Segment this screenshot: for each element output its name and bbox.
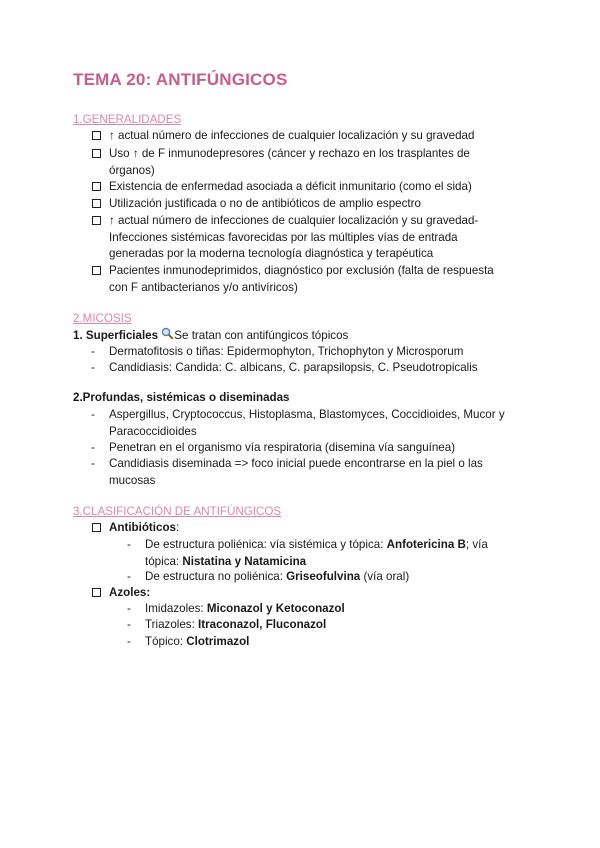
checkbox-icon bbox=[92, 216, 101, 225]
list-item: - Triazoles: Itraconazol, Fluconazol bbox=[127, 618, 327, 631]
section-heading-generalidades: 1.GENERALIDADES bbox=[73, 113, 182, 126]
checkbox-icon bbox=[92, 199, 101, 208]
list-item: - Imidazoles: Miconazol y Ketoconazol bbox=[127, 602, 345, 615]
magnifier-icon bbox=[161, 327, 174, 346]
checklist-item: Existencia de enfermedad asociada a déficit inmunitario (como el sida) bbox=[92, 179, 512, 196]
list-item: - Aspergillus, Cryptococcus, Histoplasma, Blastomyces, Coccidioides, Mucor y Paracoccidioides bbox=[91, 408, 505, 438]
superficiales-note: Se tratan con antifúngicos tópicos bbox=[174, 329, 349, 342]
section-heading-clasificacion: 3.CLASIFICACIÓN DE ANTIFÚNGICOS bbox=[73, 505, 282, 518]
checkbox-icon bbox=[92, 266, 101, 275]
checkbox-icon bbox=[92, 523, 101, 532]
checkbox-icon bbox=[92, 131, 101, 140]
superficiales-line bbox=[73, 327, 348, 346]
checklist-item: Utilización justificada o no de antibióticos de amplio espectro bbox=[92, 196, 512, 213]
checkbox-icon bbox=[92, 149, 101, 158]
list-item: - Dermatofitosis o tiñas: Epidermophyton, Trichophyton y Microsporum bbox=[91, 345, 464, 358]
page-title: TEMA 20: ANTIFÚNGICOS bbox=[73, 70, 288, 89]
profundas-label: 2.Profundas, sistémicas o diseminadas bbox=[73, 391, 290, 404]
list-item: - De estructura poliénica: vía sistémica y tópica: Anfotericina B; vía tópica: Nistatina y Natamicina bbox=[127, 538, 488, 568]
superficiales-label: 1. Superficiales bbox=[73, 329, 159, 342]
checkbox-icon bbox=[92, 182, 101, 191]
checklist-item: ↑ actual número de infecciones de cualquier localización y su gravedad bbox=[92, 128, 512, 145]
checklist-item: Pacientes inmunodeprimidos, diagnóstico por exclusión (falta de respuesta con F antibacterianos y/o antivíricos) bbox=[92, 263, 512, 296]
checklist-item-antibioticos: Antibióticos: bbox=[92, 520, 512, 537]
checkbox-icon bbox=[92, 588, 101, 597]
list-item: - De estructura no poliénica: Griseofulvina (vía oral) bbox=[127, 570, 410, 583]
checklist-item: Uso ↑ de F inmunodepresores (cáncer y rechazo en los trasplantes de órganos) bbox=[92, 146, 512, 179]
checklist-item-azoles: Azoles: bbox=[92, 585, 512, 602]
section-heading-micosis: 2.MICOSIS bbox=[73, 312, 132, 325]
list-item: - Penetran en el organismo vía respiratoria (disemina vía sanguínea) bbox=[91, 441, 456, 454]
list-item: - Candidiasis: Candida: C. albicans, C. parapsilopsis, C. Pseudotropicalis bbox=[91, 361, 478, 374]
checklist-item: ↑ actual número de infecciones de cualquier localización y su gravedad- Infecciones sistémicas favorecidas por las múltiples vías de entrada generadas por la moderna tecnología diagnóstica y terapéutica bbox=[92, 213, 512, 263]
list-item: - Candidiasis diseminada => foco inicial puede encontrarse en la piel o las mucosas bbox=[91, 457, 483, 487]
list-item: - Tópico: Clotrimazol bbox=[127, 635, 250, 648]
